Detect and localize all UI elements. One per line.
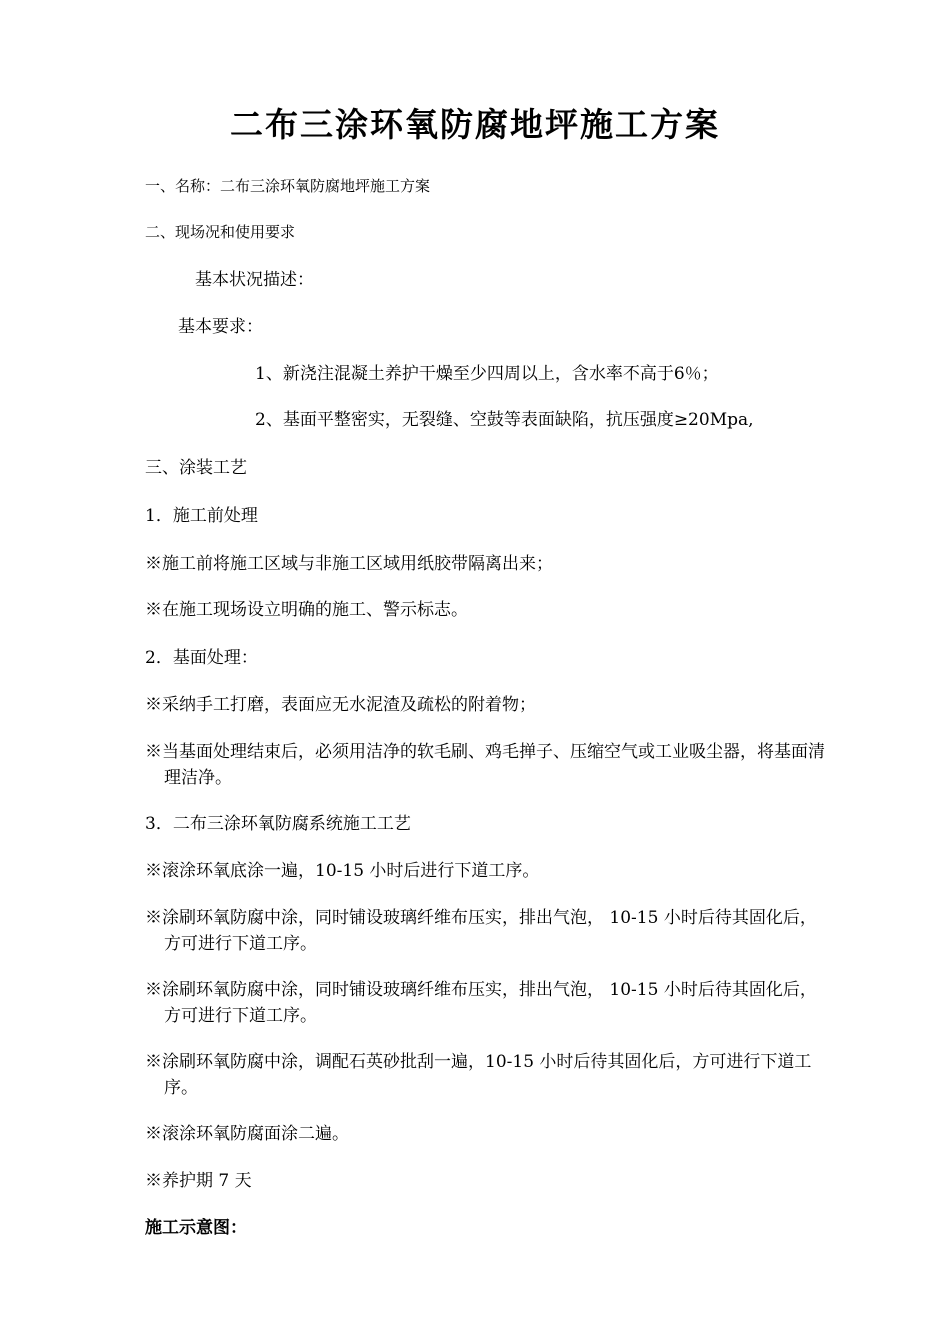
step-1-heading: 1．施工前处理: [145, 506, 258, 526]
step-2-heading: 2．基面处理：: [145, 648, 258, 668]
step-3-heading: 3．二布三涂环氧防腐系统施工工艺: [145, 814, 411, 834]
step-1-item-2: ※在施工现场设立明确的施工、警示标志。: [145, 600, 468, 620]
step-3-item-5: ※滚涂环氧防腐面涂二遍。: [145, 1124, 349, 1144]
section-name: 一、名称：二布三涂环氧防腐地坪施工方案: [145, 177, 431, 195]
step-3-item-2: ※涂刷环氧防腐中涂，同时铺设玻璃纤维布压实，排出气泡， 10-15 小时后待其固化后，方可进行下道工序。: [145, 908, 817, 954]
basic-situation-label: 基本状况描述：: [195, 270, 314, 290]
step-3-item-3: ※涂刷环氧防腐中涂，同时铺设玻璃纤维布压实，排出气泡， 10-15 小时后待其固化后，方可进行下道工序。: [145, 980, 817, 1026]
section-coating-process: 三、涂装工艺: [145, 458, 247, 478]
requirement-item-2: 2、基面平整密实，无裂缝、空鼓等表面缺陷，抗压强度≥20Mpa,: [255, 410, 754, 430]
requirement-item-1: 1、新浇注混凝土养护干燥至少四周以上，含水率不高于6％；: [255, 364, 719, 384]
step-2-item-1: ※采纳手工打磨，表面应无水泥渣及疏松的附着物；: [145, 695, 536, 715]
step-2-item-2: ※当基面处理结束后，必须用洁净的软毛刷、鸡毛掸子、压缩空气或工业吸尘器，将基面清理洁净。: [145, 742, 825, 788]
step-1-item-1: ※施工前将施工区域与非施工区域用纸胶带隔离出来；: [145, 554, 553, 574]
document-title: 二布三涂环氧防腐地坪施工方案: [230, 105, 720, 144]
step-3-item-4: ※涂刷环氧防腐中涂，调配石英砂批刮一遍，10-15 小时后待其固化后，方可进行下道工序。: [145, 1052, 812, 1098]
basic-requirements-label: 基本要求：: [178, 317, 263, 337]
step-3-item-6: ※养护期 7 天: [145, 1171, 252, 1191]
diagram-heading: 施工示意图：: [145, 1218, 247, 1238]
step-3-item-1: ※滚涂环氧底涂一遍，10-15 小时后进行下道工序。: [145, 861, 540, 881]
section-site-conditions: 二、现场况和使用要求: [145, 223, 296, 241]
